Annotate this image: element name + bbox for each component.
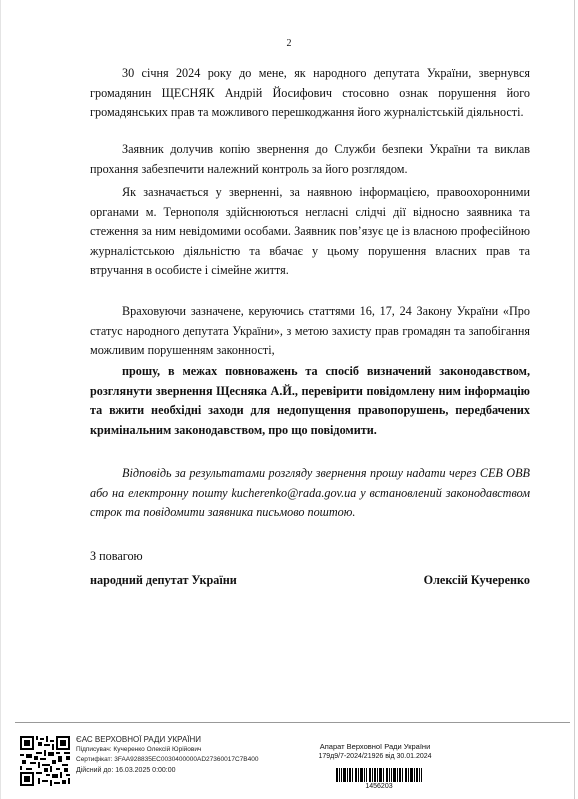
registration-number: 179д9/7-2024/21926 від 30.01.2024 <box>318 753 432 760</box>
paragraph-attachment: Заявник долучив копію звернення до Служби безпеки України та виклав прохання забезпечити належний контроль за його розглядом. <box>90 142 530 176</box>
footer-divider <box>15 722 570 723</box>
signer-name: Олексій Кучеренко <box>423 573 530 587</box>
barcode-number: 1456203 <box>365 783 393 790</box>
page-number: 2 <box>286 38 292 49</box>
page-edge-right <box>574 0 575 799</box>
registration-org: Апарат Верховної Ради України <box>319 742 431 751</box>
paragraph-legal-basis: Враховуючи зазначене, керуючись статтями 16, 17, 24 Закону України «Про статус народного депутата України», з метою захисту прав громадян та запобігання можливим порушенням законності, <box>90 304 530 357</box>
paragraph-request: прошу, в межах повноважень та спосіб визначений законодавством, розглянути звернення Щесняка А.Й., перевірити повідомлену ним інформацію та вжити необхідні заходи для недопущення правопорушень, передбачених кримінальним законодавством, про що повідомити. <box>90 364 530 437</box>
signature-certificate: Сертифікат: 3FAA928835EC0030400000AD27360017C7B400 <box>76 756 259 763</box>
signer-position: народний депутат України <box>90 573 237 587</box>
signature-signer: Підписувач: Кучеренко Олексій Юрійович <box>76 746 202 753</box>
paragraph-reply-instructions: Відповідь за результатами розгляду звернення прошу надати через СЕВ ОВВ або на електронну пошту kucherenko@rada.gov.ua у встановлений законодавством строк та повідомити заявника письмово поштою. <box>90 466 530 519</box>
signature-system: ЄАС ВЕРХОВНОЇ РАДИ УКРАЇНИ <box>76 735 202 744</box>
qr-code-icon <box>20 736 70 786</box>
e-signature-block <box>76 735 258 776</box>
barcode-icon <box>336 768 422 782</box>
paragraph-appeal-intro: 30 січня 2024 року до мене, як народного депутата України, звернувся громадянин ЩЕСНЯК Андрій Йосифович стосовно ознак порушення його громадянських прав та можливого перешкоджання його журналістській діяльності. <box>90 66 530 119</box>
paragraph-circumstances: Як зазначається у зверненні, за наявною інформацією, правоохоронними органами м. Тернополя здійснюються негласні слідчі дії відносно заявника та стеження за ним невідомими особами. Заявник пов’язує це із власною професійною журналістською діяльністю та вбачає у цьому порушення власних прав та втручання в особисте і сімейне життя. <box>90 185 530 277</box>
page-edge-left <box>0 0 1 799</box>
signature-valid-until: Дійсний до: 16.03.2025 0:00:00 <box>76 767 176 774</box>
closing-greeting: З повагою <box>90 549 143 563</box>
registration-stamp <box>300 742 450 762</box>
